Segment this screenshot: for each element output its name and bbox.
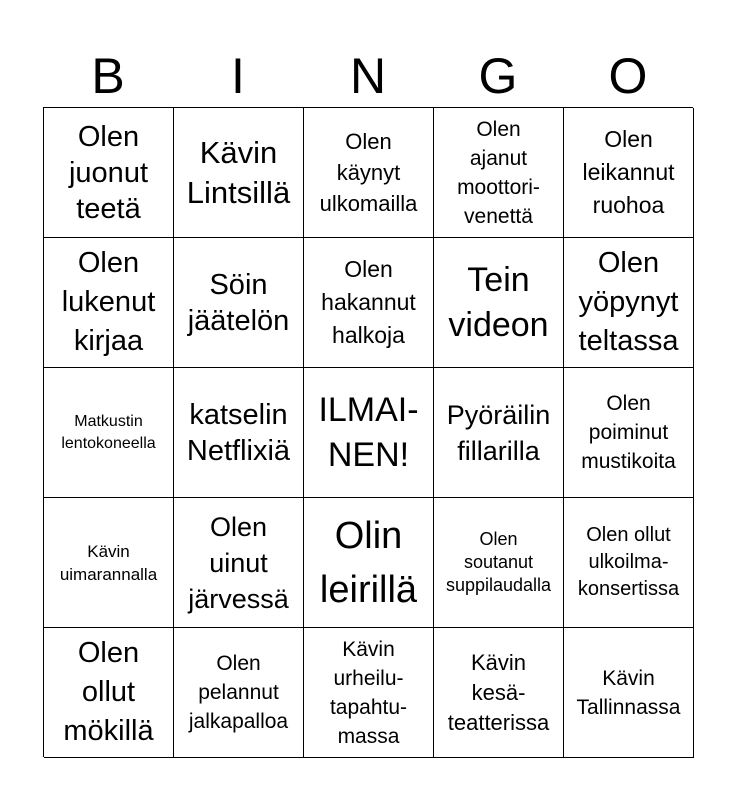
cell-text: Tein videon <box>448 260 549 344</box>
cell-text: Olen uinut järvessä <box>188 511 289 614</box>
cell-text: katselin Netflixiä <box>186 398 291 467</box>
bingo-cell[interactable] <box>44 628 174 758</box>
bingo-cell[interactable] <box>434 108 564 238</box>
bingo-card <box>43 107 693 757</box>
cell-text: Olen ajanut moottori- venettä <box>457 117 540 228</box>
bingo-cell[interactable] <box>564 238 694 368</box>
bingo-cell[interactable] <box>174 238 304 368</box>
bingo-cell[interactable] <box>44 498 174 628</box>
cell-text: Olen ollut ulkoilma- konsertissa <box>577 524 680 600</box>
cell-text: Kävin Tallinnassa <box>576 666 681 719</box>
bingo-cell[interactable] <box>44 108 174 238</box>
cell-text: Kävin kesä- teatterissa <box>447 649 550 735</box>
cell-text: Olin leirillä <box>319 514 418 611</box>
bingo-cell[interactable] <box>44 238 174 368</box>
header-letter-g: G <box>478 48 518 104</box>
cell-text: Olen pelannut jalkapalloa <box>188 652 289 733</box>
cell-text: Söin jäätelön <box>187 268 290 337</box>
cell-text: Pyöräilin fillarilla <box>446 399 551 466</box>
bingo-cell[interactable] <box>304 628 434 758</box>
bingo-cell[interactable] <box>564 108 694 238</box>
bingo-cell[interactable] <box>564 498 694 628</box>
header-letter-b: B <box>91 48 125 104</box>
cell-text: Kävin Lintsillä <box>186 134 291 210</box>
cell-text: Olen ollut mökillä <box>63 637 154 747</box>
cell-text: Kävin urheilu- tapahtu- massa <box>329 637 408 748</box>
cell-text: Olen käynyt ulkomailla <box>319 129 418 216</box>
bingo-cell[interactable] <box>304 238 434 368</box>
bingo-cell[interactable] <box>174 628 304 758</box>
bingo-cell[interactable] <box>434 628 564 758</box>
bingo-cell[interactable] <box>564 628 694 758</box>
bingo-cell[interactable] <box>304 368 434 498</box>
cell-text: ILMAI- NEN! <box>318 390 419 474</box>
header-letter-o: O <box>608 48 648 104</box>
bingo-cell[interactable] <box>304 108 434 238</box>
bingo-cell[interactable] <box>304 498 434 628</box>
bingo-cell[interactable] <box>174 368 304 498</box>
bingo-cell[interactable] <box>44 368 174 498</box>
cell-text: Olen poiminut mustikoita <box>581 392 676 473</box>
cell-text: Olen leikannut ruohoa <box>582 126 675 218</box>
cell-text: Matkustin lentokoneella <box>61 412 156 452</box>
bingo-cell[interactable] <box>434 498 564 628</box>
cell-text: Olen lukenut kirjaa <box>61 247 156 357</box>
cell-text: Olen soutanut suppilaudalla <box>445 529 552 595</box>
bingo-cell[interactable] <box>434 238 564 368</box>
header-letter-n: N <box>349 48 387 104</box>
bingo-cell[interactable] <box>564 368 694 498</box>
bingo-cell[interactable] <box>434 368 564 498</box>
cell-text: Olen juonut teetä <box>68 120 148 225</box>
header-letter-i: I <box>231 48 245 104</box>
bingo-header <box>43 44 693 108</box>
bingo-cell[interactable] <box>174 108 304 238</box>
bingo-cell[interactable] <box>174 498 304 628</box>
cell-text: Olen hakannut halkoja <box>321 256 416 348</box>
cell-text: Kävin uimarannalla <box>59 541 158 584</box>
cell-text: Olen yöpynyt teltassa <box>578 247 679 357</box>
